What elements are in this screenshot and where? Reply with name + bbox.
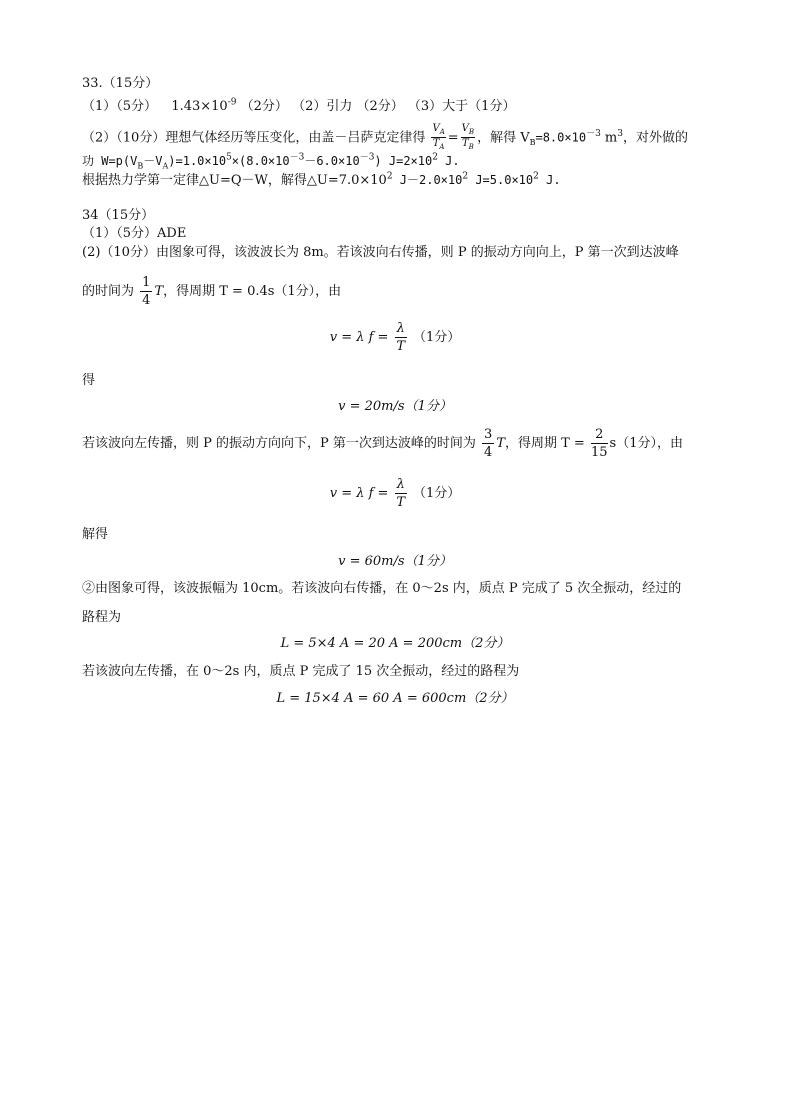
q34-p2-line2 [82, 276, 341, 307]
eq3-lhs: v = λ f = [329, 486, 389, 501]
q33-l3-d-exp: －3 [289, 152, 305, 163]
q34-circ2-line1: ②由图象可得，该波振幅为 10cm。若该波向右传播，在 0～2s 内，质点 P 完成了 5 次全振动，经过的 [82, 581, 682, 596]
eq-path-600 [0, 690, 790, 708]
q33-line2 [82, 124, 688, 152]
q33-l3-e-exp: －3 [359, 152, 375, 163]
frac-lambda-over-T-1 [395, 322, 407, 353]
frac-right-num-sub: B [468, 128, 475, 136]
frac-equals: = [447, 130, 459, 146]
q33-line2-after-exp: －3 [586, 129, 601, 140]
gay-lussac-frac-left [431, 124, 445, 152]
frac-right-den: T [461, 138, 469, 149]
q33-part1-label: （1）（5分） [82, 99, 158, 114]
q33-l3-b-sub: A [162, 161, 169, 171]
frac-left-den: T [432, 138, 440, 149]
q33-l4-a-exp: 2 [386, 171, 393, 182]
q33-part2-label: （2）引力 [292, 99, 353, 114]
frac-right-num: V [461, 123, 469, 134]
q33-line1 [82, 98, 515, 116]
frac-left-num: V [432, 123, 440, 134]
q33-l3-g: J. [437, 154, 460, 168]
q33-l3-d: ×(8.0×10 [231, 154, 290, 168]
q34-p2-line2-T: T [154, 284, 164, 299]
q33-line2-after2: =8.0×10 [535, 130, 587, 145]
frac-quarter-num: 1 [142, 275, 151, 290]
q33-l4-d: J. [538, 173, 561, 187]
frac-left-den-sub: A [439, 143, 445, 151]
q34-left-mid: ，得周期 T = [505, 436, 585, 451]
frac-lambda-over-T-2 [395, 478, 407, 509]
q33-l3-b: －V [143, 154, 163, 168]
q33-l3-c-exp: 5 [226, 152, 232, 163]
q34-left2-line: 若该波向左传播，在 0～2s 内，质点 P 完成了 15 次全振动，经过的路程为 [82, 664, 520, 679]
eq5-text: L = 5×4 A = 20 A = 200cm（2分） [280, 636, 510, 651]
q33-value-exp: -9 [227, 97, 237, 108]
eq3-lambda: λ [396, 477, 405, 492]
q33-l3-f-exp: 2 [432, 152, 438, 163]
word-de: 得 [82, 373, 96, 388]
q34-left-line [82, 428, 683, 460]
q33-l3-a-sub: B [137, 161, 144, 171]
eq1-lambda: λ [396, 321, 405, 336]
eq1-lhs: v = λ f = [329, 330, 389, 345]
q33-line2-after4: ，对外做的 [623, 130, 689, 146]
frac-left-num-sub: A [439, 128, 445, 136]
q33-heading: 33.（15分） [82, 76, 159, 91]
q33-part1-score: （2分） [240, 99, 288, 114]
frac-three-den: 4 [484, 445, 493, 460]
eq1-score: （1分） [412, 330, 461, 345]
q33-line4 [82, 171, 561, 190]
q33-part3-label: （3）大于（1分） [407, 99, 516, 114]
frac-quarter-den: 4 [142, 293, 151, 308]
q33-l4-c: J=5.0×10 [468, 173, 534, 187]
q34-p2-line1: (2)（10分）由图象可得，该波波长为 8m。若该波向右传播，则 P 的振动方向向上，P 第一次到达波峰 [82, 245, 679, 260]
eq-wave-speed-right [0, 322, 790, 354]
q33-part1-value [171, 99, 236, 114]
q34-p2-line2-post: ，得周期 T = 0.4s（1分），由 [163, 284, 342, 299]
eq-wave-speed-left [0, 478, 790, 510]
q34-left-pre: 若该波向左传播，则 P 的振动方向向下，P 第一次到达波峰的时间为 [82, 436, 476, 451]
eq2-text: v = 20m/s（1分） [338, 399, 452, 414]
fraction-three-quarters [482, 428, 494, 459]
gay-lussac-frac-right [461, 124, 475, 152]
frac-right-den-sub: B [468, 143, 474, 151]
frac-period-den: 15 [590, 445, 608, 460]
q33-l3-f: ) J=2×10 [374, 154, 433, 168]
q33-l3-c: )=1.0×10 [168, 154, 227, 168]
eq6-text: L = 15×4 A = 60 A = 600cm（2分） [276, 691, 514, 706]
eq4-text: v = 60m/s（1分） [338, 554, 452, 569]
fraction-two-fifteenths [591, 428, 608, 459]
q33-l4-a: 根据热力学第一定律△U=Q－W，解得△U=7.0×10 [82, 173, 387, 188]
q33-l4-c-exp: 2 [533, 171, 539, 182]
q33-value-base: 1.43×10 [171, 99, 228, 114]
q34-heading: 34（15分） [82, 208, 155, 223]
q33-line2-unit-exp: 3 [617, 129, 623, 140]
q33-line2-after: ，解得 V [477, 130, 530, 146]
word-solve: 解得 [82, 527, 109, 542]
q33-line2-after-sub: B [529, 138, 536, 148]
eq-path-200 [0, 635, 790, 653]
q33-l4-b: J－2.0×10 [392, 173, 463, 187]
q34-answer1: （1）（5分）ADE [82, 226, 187, 241]
q34-left-post: s（1分），由 [609, 436, 683, 451]
q33-line2-after3: m [600, 130, 618, 146]
eq-speed-60 [0, 553, 790, 571]
q34-left-T: T [496, 436, 505, 451]
eq-speed-20 [0, 398, 790, 416]
q33-l4-b-exp: 2 [462, 171, 469, 182]
q33-line2-text: （2）（10分）理想气体经历等压变化，由盖－吕萨克定律得 [82, 130, 426, 146]
q33-l3-a: 功 W=p(V [82, 154, 138, 168]
frac-period-num: 2 [591, 428, 608, 444]
q34-circ2-line2: 路程为 [82, 610, 122, 625]
eq1-T: T [396, 339, 406, 354]
frac-three-num: 3 [484, 427, 493, 442]
q33-part2-score: （2分） [356, 99, 404, 114]
fraction-one-quarter [140, 276, 152, 307]
q34-p2-line2-pre: 的时间为 [82, 284, 135, 299]
q33-l3-e: －6.0×10 [304, 154, 360, 168]
eq3-T: T [396, 495, 406, 510]
eq3-score: （1分） [412, 486, 461, 501]
